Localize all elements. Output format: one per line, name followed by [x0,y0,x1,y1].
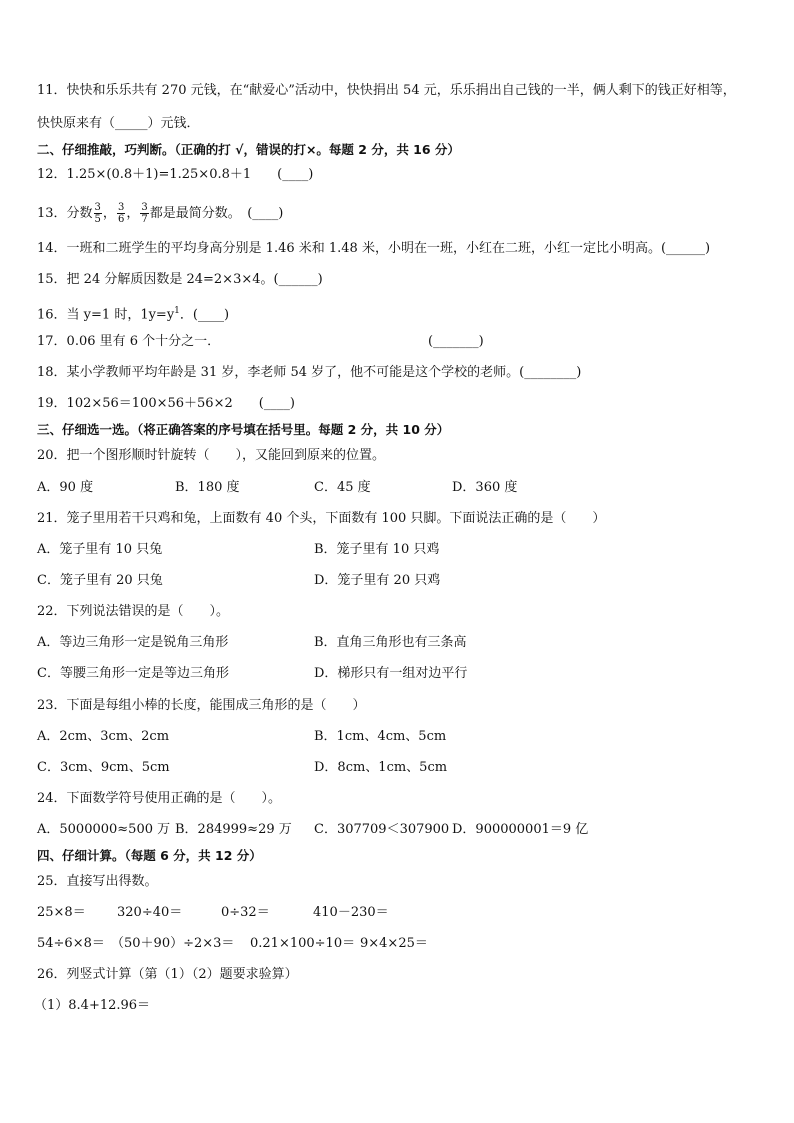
question-22-option-a: A．等边三角形一定是锐角三角形 [37,635,229,650]
fraction-3-7: $\frac{3}{7}$ [141,202,148,225]
calc-item: 54÷6×8＝ [37,936,105,951]
calc-item: 320÷40＝ [117,905,183,920]
question-22-option-c: C．等腰三角形一定是等边三角形 [37,666,229,681]
question-14: 14．一班和二班学生的平均身高分别是 1.46 米和 1.48 米，小明在一班，小红在二班，小红一定比小明高。(______) [37,241,711,256]
question-24-option-c: C．307709＜307900 [314,822,450,837]
calc-item: 9×4×25＝ [360,936,428,951]
question-24-stem: 24．下面数学符号使用正确的是（ ）。 [37,791,282,806]
question-25-stem: 25．直接写出得数。 [37,874,158,889]
calc-item: 25×8＝ [37,905,86,920]
question-11-line-2: 快快原来有（_____）元钱． [37,116,200,131]
question-22-option-d: D．梯形只有一组对边平行 [314,666,468,681]
question-24-option-b: B．284999≈29 万 [175,822,292,837]
question-20-option-d: D．360 度 [452,480,518,495]
question-17: 17．0.06 里有 6 个十分之一． [37,334,221,349]
fraction-3-6: $\frac{3}{6}$ [117,202,125,225]
question-24-option-a: A．5000000≈500 万 [37,822,171,837]
question-11-line-1: 11．快快和乐乐共有 270 元钱，在“献爱心”活动中，快快捐出 54 元，乐乐捐出自己钱的一半，俩人剩下的钱正好相等， [37,83,736,98]
question-13-prefix: 13．分数 [37,206,93,221]
fraction-3-5: $\frac{3}{5}$ [94,202,101,225]
question-23-option-b: B．1cm、4cm、5cm [314,729,447,744]
question-20-option-a: A．90 度 [37,480,94,495]
question-22-stem: 22．下列说法错误的是（ ）。 [37,604,230,619]
calc-item: 0÷32＝ [221,905,270,920]
question-21-option-b: B．笼子里有 10 只鸡 [314,542,440,557]
question-26-stem: 26．列竖式计算（第（1）（2）题要求验算） [37,967,298,982]
question-17-blank: (_______) [428,334,484,349]
calc-item: 0.21×100÷10＝ [250,936,356,951]
question-15: 15．把 24 分解质因数是 24=2×3×4。(______) [37,272,323,287]
question-18: 18．某小学教师平均年龄是 31 岁，李老师 54 岁了，他不可能是这个学校的老师。(________) [37,365,582,380]
question-16: 16．当 y=1 时，$1y=y^1$．(____) [37,306,230,323]
section-2-heading: 二、仔细推敲，巧判断。（正确的打 √，错误的打×。每题 2 分，共 16 分） [37,142,460,157]
calc-item: （50＋90）÷2×3＝ [111,936,235,951]
question-20-option-c: C．45 度 [314,480,371,495]
question-12: 12．1.25×(0.8＋1)=1.25×0.8＋1 (____) [37,167,314,182]
question-23-option-a: A．2cm、3cm、2cm [37,729,170,744]
question-23-stem: 23．下面是每组小棒的长度，能围成三角形的是（ ） [37,698,366,713]
question-13-suffix: 都是最简分数。 (____) [149,206,284,221]
question-19: 19．102×56＝100×56＋56×2 (____) [37,396,295,411]
calc-item: 410－230＝ [313,905,389,920]
section-4-heading: 四、仔细计算。（每题 6 分，共 12 分） [37,848,262,863]
question-13: 13．分数 $\frac{3}{5}$ ， $\frac{3}{6}$ ， $\frac{3}{7}$ 都是最简分数。 (____) [37,202,284,225]
question-23-option-c: C．3cm、9cm、5cm [37,760,170,775]
question-22-option-b: B．直角三角形也有三条高 [314,635,467,650]
question-26-item-1: （1）8.4+12.96＝ [34,998,151,1013]
question-21-option-c: C．笼子里有 20 只兔 [37,573,163,588]
question-20-stem: 20．把一个图形顺时针旋转（ ），又能回到原来的位置。 [37,448,386,463]
section-3-heading: 三、仔细选一选。（将正确答案的序号填在括号里。每题 2 分，共 10 分） [37,422,450,437]
question-21-option-a: A．笼子里有 10 只兔 [37,542,163,557]
question-21-option-d: D．笼子里有 20 只鸡 [314,573,441,588]
question-21-stem: 21．笼子里用若干只鸡和兔，上面数有 40 个头，下面数有 100 只脚。下面说法正确的是（ ） [37,511,606,526]
question-20-option-b: B．180 度 [175,480,240,495]
question-23-option-d: D．8cm、1cm、5cm [314,760,448,775]
question-24-option-d: D．900000001＝9 亿 [452,822,589,837]
